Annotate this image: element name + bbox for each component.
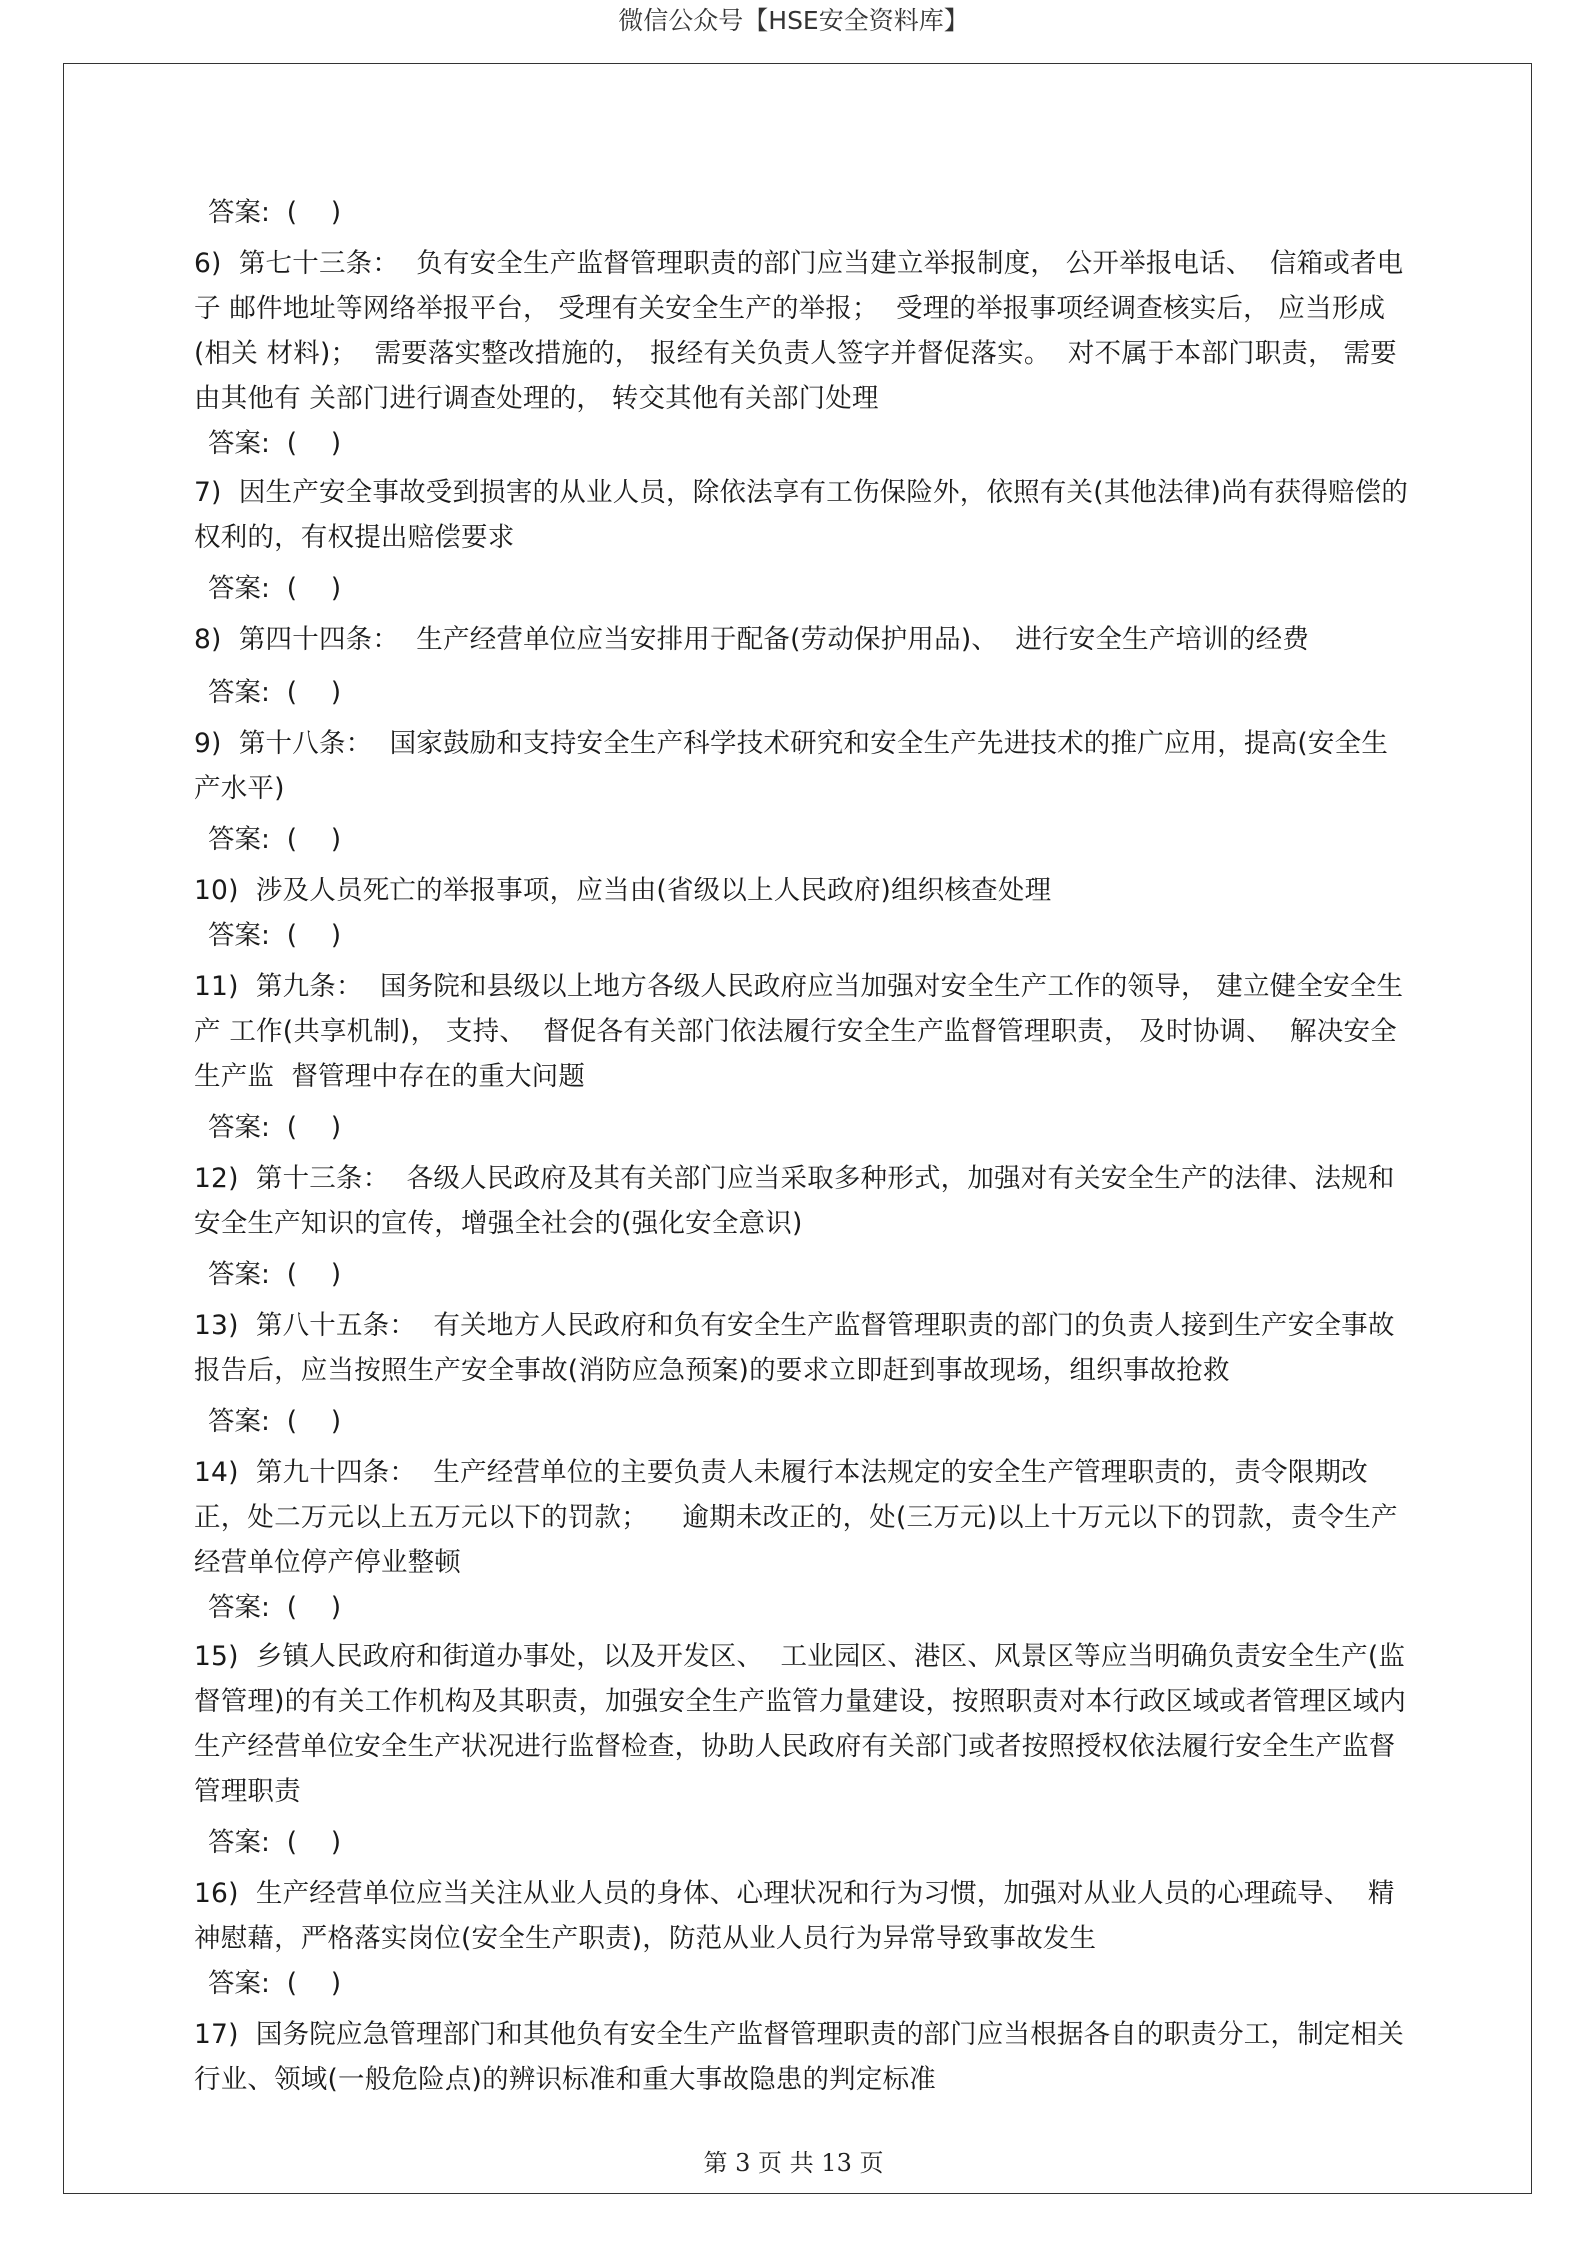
question-item: 13) 第八十五条： 有关地方人民政府和负有安全生产监督管理职责的部门的负责人接到生产安全事故报告后，应当按照生产安全事故(消防应急预案)的要求立即赶到事故现场，组织事故抢救 [194, 1310, 1395, 1386]
answer-line: 答案: ( ) [208, 428, 342, 459]
question-list [194, 190, 1409, 2102]
answer-line: 答案: ( ) [208, 1112, 342, 1143]
question-item: 7) 因生产安全事故受到损害的从业人员，除依法享有工伤保险外，依照有关(其他法律)尚有获得赔偿的权利的，有权提出赔偿要求 [194, 477, 1409, 553]
answer-line: 答案: ( ) [208, 1827, 342, 1858]
question-item: 12) 第十三条： 各级人民政府及其有关部门应当采取多种形式，加强对有关安全生产的法律、法规和安全生产知识的宣传，增强全社会的(强化安全意识) [194, 1163, 1395, 1239]
answer-line: 答案: ( ) [208, 677, 342, 708]
question-item: 15) 乡镇人民政府和街道办事处，以及开发区、 工业园区、港区、风景区等应当明确负责安全生产(监督管理)的有关工作机构及其职责，加强安全生产监管力量建设，按照职责对本行政区域或者管理区域内生产经营单位安全生产状况进行监督检查，协助人民政府有关部门或者按照授权依法履行安全生产监督管理职责 [194, 1641, 1407, 1807]
question-item: 16) 生产经营单位应当关注从业人员的身体、心理状况和行为习惯，加强对从业人员的心理疏导、 精神慰藉，严格落实岗位(安全生产职责)，防范从业人员行为异常导致事故发生 [194, 1878, 1395, 1954]
question-item: 9) 第十八条： 国家鼓励和支持安全生产科学技术研究和安全生产先进技术的推广应用，提高(安全生产水平) [194, 728, 1389, 804]
answer-line: 答案: ( ) [208, 920, 342, 951]
answer-line: 答案: ( ) [208, 1259, 342, 1290]
answer-line: 答案: ( ) [208, 197, 342, 228]
page-footer: 第 3 页 共 13 页 [703, 2149, 884, 2177]
answer-line: 答案: ( ) [208, 573, 342, 604]
answer-line: 答案: ( ) [208, 824, 342, 855]
question-item: 8) 第四十四条： 生产经营单位应当安排用于配备(劳动保护用品)、 进行安全生产培训的经费 [194, 624, 1310, 655]
answer-line: 答案: ( ) [208, 1968, 342, 1999]
page-header: 微信公众号【HSE安全资料库】 [618, 6, 969, 35]
question-item: 17) 国务院应急管理部门和其他负有安全生产监督管理职责的部门应当根据各自的职责分工，制定相关行业、领域(一般危险点)的辨识标准和重大事故隐患的判定标准 [194, 2019, 1405, 2095]
question-item: 14) 第九十四条： 生产经营单位的主要负责人未履行本法规定的安全生产管理职责的，责令限期改正，处二万元以上五万元以下的罚款； 逾期未改正的，处(三万元)以上十万元以下的罚款，责令生产经营单位停产停业整顿 [194, 1457, 1398, 1578]
answer-line: 答案: ( ) [208, 1406, 342, 1437]
question-item: 10) 涉及人员死亡的举报事项，应当由(省级以上人民政府)组织核查处理 [194, 875, 1052, 906]
question-item: 11) 第九条： 国务院和县级以上地方各级人民政府应当加强对安全生产工作的领导， 建立健全安全生产 工作(共享机制)， 支持、 督促各有关部门依法履行安全生产监督管理职责， 及时协调、 解决安全生产监 督管理中存在的重大问题 [194, 971, 1404, 1092]
answer-line: 答案: ( ) [208, 1592, 342, 1623]
question-item: 6) 第七十三条： 负有安全生产监督管理职责的部门应当建立举报制度， 公开举报电话、 信箱或者电子 邮件地址等网络举报平台， 受理有关安全生产的举报； 受理的举报事项经调查核实后， 应当形成(相关 材料)； 需要落实整改措施的， 报经有关负责人签字并督促落实。 对不属于本部门职责， 需要由其他有 关部门进行调查处理的， 转交其他有关部门处理 [194, 248, 1404, 414]
